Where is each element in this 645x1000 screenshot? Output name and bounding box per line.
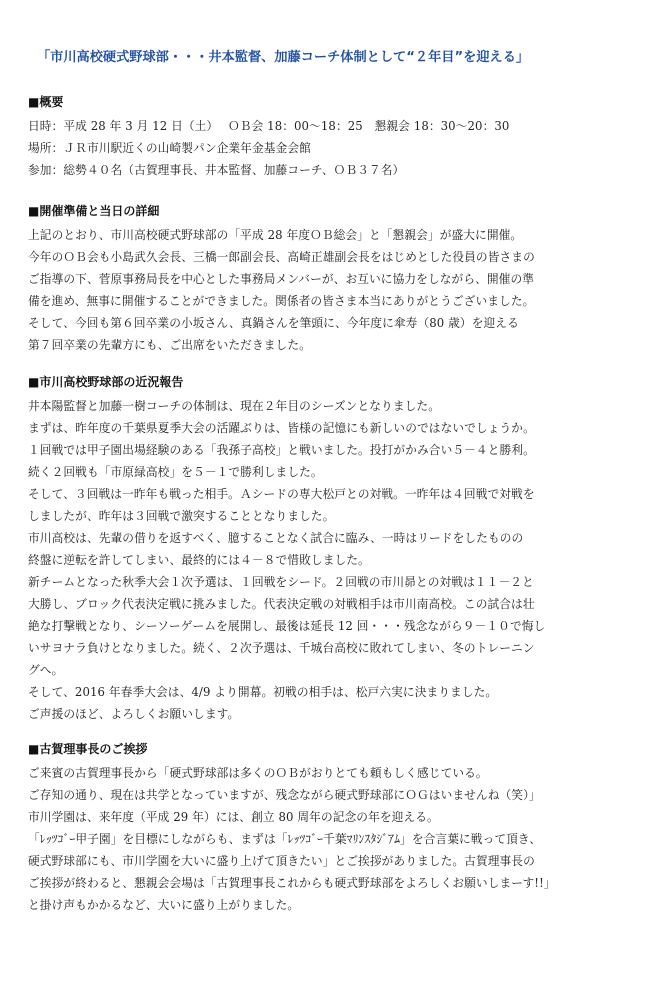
- text-line: 続く２回戦も「市原緑高校」を５－１で勝利しました。: [28, 465, 323, 479]
- text-line: しましたが、昨年は３回戦で激突することとなりました。: [28, 509, 335, 523]
- text-line: 場所：ＪＲ市川駅近くの山崎製パン企業年金基金会館: [28, 141, 311, 155]
- text-line: 参加：総勢４０名（古賀理事長、井本監督、加藤コーチ、ＯＢ３７名）: [28, 163, 405, 177]
- section-heading: ■市川高校野球部の近況報告: [28, 375, 184, 389]
- section-chairman-greeting: [28, 740, 628, 916]
- text-line: いサヨナラ負けとなりました。続く、２次予選は、千城台高校に敗れてしまい、冬のトレーニン: [28, 641, 535, 655]
- text-line: ご存知の通り、現在は共学となっていますが、残念ながら硬式野球部にＯＧはいませんね（笑）」: [28, 788, 541, 802]
- text-line: そして、2016 年春季大会は、4/9 より開幕。初戦の相手は、松戸六実に決まりました。: [28, 685, 498, 699]
- section-team-report: [28, 373, 628, 725]
- text-line: 井本陽監督と加藤一樹コーチの体制は、現在２年目のシーズンとなりました。: [28, 399, 440, 413]
- text-line: 第７回卒業の先輩方にも、ご出席をいただきました。: [28, 338, 311, 352]
- text-line: 上記のとおり、市川高校硬式野球部の「平成 28 年度ＯＢ総会」と「懇親会」が盛大に開催。: [28, 228, 523, 242]
- text-line: １回戦では甲子園出場経験のある「我孫子高校」と戦いました。投打がかみ合い５－４と勝利。: [28, 443, 535, 457]
- text-line: 市川学園は、来年度（平成 29 年）には、創立 80 周年の記念の年を迎える。: [28, 810, 439, 824]
- document-title: 「市川高校硬式野球部・・・井本監督、加藤コーチ体制として“２年目”を迎える」: [37, 50, 530, 65]
- text-line: 終盤に逆転を許してしまい、最終的には４－８で惜敗しました。: [28, 553, 370, 567]
- section-event-details: [28, 202, 628, 356]
- text-line: 今年のＯＢ会も小島武久会長、三橋一郎副会長、高崎正雄副会長をはじめとした役員の皆さまの: [28, 250, 535, 264]
- text-line: 「ﾚｯﾂｺﾞｰ甲子園」を目標にしながらも、まずは「ﾚｯﾂｺﾞｰ千葉ﾏﾘﾝｽﾀｼﾞｱﾑ」を合言葉に戦って頂き、: [28, 832, 542, 846]
- text-line: グへ。: [28, 663, 64, 677]
- text-line: そして、３回戦は一昨年も戦った相手。Ａシードの専大松戸との対戦。一昨年は４回戦で対戦を: [28, 487, 535, 501]
- text-line: と掛け声もかかるなど、大いに盛り上がりました。: [28, 898, 300, 912]
- section-heading: ■概要: [28, 95, 64, 109]
- text-line: そして、今回も第６回卒業の小坂さん、真鍋さんを筆頭に、今年度に傘寿（80 歳）を迎える: [28, 316, 519, 330]
- text-line: ご来賓の古賀理事長から「硬式野球部は多くのＯＢがおりとても頼もしく感じている。: [28, 766, 488, 780]
- text-line: 絶な打撃戦となり、シーソーゲームを展開し、最後は延長 12 回・・・残念ながら９－１０で悔し: [28, 619, 546, 633]
- text-line: まずは、昨年度の千葉県夏季大会の活躍ぶりは、皆様の記憶にも新しいのではないでしょうか。: [28, 421, 535, 435]
- text-line: ご指導の下、菅原事務局長を中心とした事務局メンバーが、お互いに協力をしながら、開催の準: [28, 272, 535, 286]
- text-line: 硬式野球部にも、市川学園を大いに盛り上げて頂きたい」とご挨拶がありました。古賀理事長の: [28, 854, 535, 868]
- section-heading: ■古賀理事長のご挨拶: [28, 742, 148, 756]
- text-line: 新チームとなった秋季大会１次予選は、１回戦をシード。２回戦の市川昴との対戦は１１－２と: [28, 575, 534, 589]
- section-heading: ■開催準備と当日の詳細: [28, 204, 160, 218]
- text-line: 市川高校は、先輩の借りを返すべく、臆することなく試合に臨み、一時はリードをしたものの: [28, 531, 524, 545]
- section-overview: [28, 93, 628, 181]
- text-line: 日時：平成 28 年 3 月 12 日（土） ＯＢ会 18：00～18：25 懇親会 18：30～20：30: [28, 119, 510, 133]
- text-line: 大勝し、ブロック代表決定戦に挑みました。代表決定戦の対戦相手は市川南高校。この試合は壮: [28, 597, 535, 611]
- text-line: ご声援のほど、よろしくお願いします。: [28, 707, 240, 721]
- text-line: ご挨拶が終わると、懇親会会場は「古賀理事長これからも硬式野球部をよろしくお願いしまーす!!」: [28, 876, 556, 890]
- text-line: 備を進め、無事に開催することができました。関係者の皆さま本当にありがとうございました。: [28, 294, 535, 308]
